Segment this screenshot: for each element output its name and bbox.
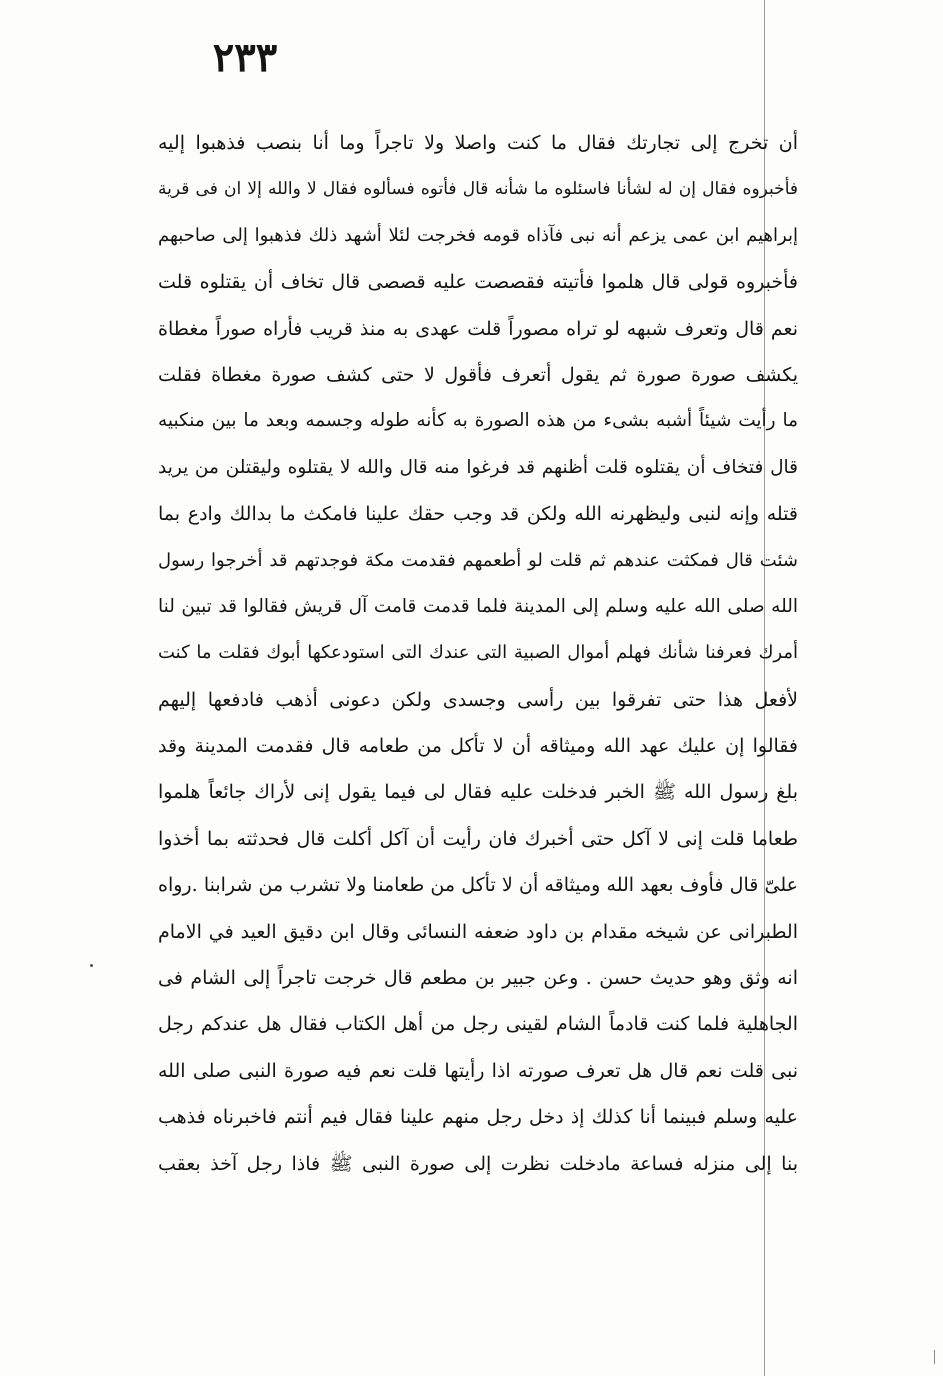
text-line-20: الجاهلية فلما كنت قادماً الشام لقينى رجل من أهل الكتاب فقال هل عندكم رجل (158, 1013, 798, 1036)
text-line-9: قتله وإنه لنبى وليظهرنه الله ولكن قد وجب حقك علينا فامكث ما بدالك وادع بما (158, 503, 798, 526)
text-line-19: انه وثق وهو حديث حسن . وعن جبير بن مطعم قال خرجت تاجراً إلى الشام فى (158, 967, 798, 990)
text-line-16: طعاما قلت إنى لا آكل حتى أخبرك فان رأيت أن آكل أكلت قال فحدثته بما أخذوا (158, 827, 798, 850)
text-line-4: فأخبروه قولى قال هلموا فأتيته فقصصت عليه قصصى قال تخاف أن يقتلوه قلت (158, 271, 798, 294)
text-line-17: علىّ قال فأوف بعهد الله وميثاقه أن لا تأكل من طعامنا ولا تشرب من شرابنا .رواه (158, 874, 798, 897)
scan-edge-mark (934, 1350, 935, 1364)
text-line-22: عليه وسلم فبينما أنا كذلك إذ دخل رجل منهم علينا فقال فيم أنتم فاخبرناه فذهب (158, 1106, 798, 1129)
text-line-3: إبراهيم ابن عمى يزعم أنه نبى فآذاه قومه فخرجت لئلا أشهد ذلك فذهبوا إلى صاحبهم (158, 224, 798, 246)
body-text (158, 120, 798, 1187)
text-line-10: شئت قال فمكثت عندهم ثم قلت لو أطعمهم فقدمت مكة فوجدتهم قد أخرجوا رسول (158, 549, 798, 571)
text-line-11: الله صلى الله عليه وسلم إلى المدينة فلما قدمت قامت آل قريش فقالوا قد تبين لنا (158, 595, 798, 617)
text-line-13: لأفعل هذا حتى تفرقوا بين رأسى وجسدى ولكن دعونى أذهب فادفعها إليهم (158, 688, 798, 711)
text-line-6: يكشف صورة صورة ثم يقول أتعرف فأقول لا حتى كشف صورة مغطاة فقلت (158, 363, 798, 386)
text-line-15: بلغ رسول الله ﷺ الخبر فدخلت عليه فقال لى فيما يقول إنى لأراك جائعاً هلموا (158, 781, 798, 804)
text-line-7: ما رأيت شيئاً أشبه بشىء من هذه الصورة به كأنه طوله وجسمه وبعد ما بين منكبيه (158, 410, 798, 432)
scan-speck (90, 964, 93, 967)
text-line-8: قال فتخاف أن يقتلوه قلت أظنهم قد فرغوا منه قال والله لا يقتلوه وليقتلن من يريد (158, 456, 798, 478)
text-line-2: فأخبروه فقال إن له لشأنا فاسئلوه ما شأنه قال فأتوه فسألوه فقال لا والله إلا ان فى قرية (158, 179, 798, 200)
text-line-18: الطبرانى عن شيخه مقدام بن داود ضعفه النسائى وقال ابن دقيق العيد في الامام (158, 920, 798, 943)
text-line-5: نعم قال وتعرف شبهه لو تراه مصوراً قلت عهدى به منذ قريب فأراه صوراً مغطاة (158, 317, 798, 340)
text-line-23: بنا إلى منزله فساعة مادخلت نظرت إلى صورة النبى ﷺ فاذا رجل آخذ بعقب (158, 1152, 798, 1175)
text-line-21: نبى قلت نعم قال هل تعرف صورته اذا رأيتها قلت نعم فيه صورة النبى صلى الله (158, 1059, 798, 1082)
text-line-14: فقالوا إن عليك عهد الله وميثاقه أن لا تأكل من طعامه قال فقدمت المدينة وقد (158, 735, 798, 758)
text-line-1: أن تخرج إلى تجارتك فقال ما كنت واصلا ولا تاجراً وما أنا بنصب فذهبوا إليه (158, 132, 798, 154)
text-line-12: أمرك فعرفنا شأنك فهلم أموال الصبية التى عندك التى استودعكها أبوك فقلت ما كنت (158, 642, 798, 664)
page-number: ٢٣٣ (212, 34, 278, 81)
